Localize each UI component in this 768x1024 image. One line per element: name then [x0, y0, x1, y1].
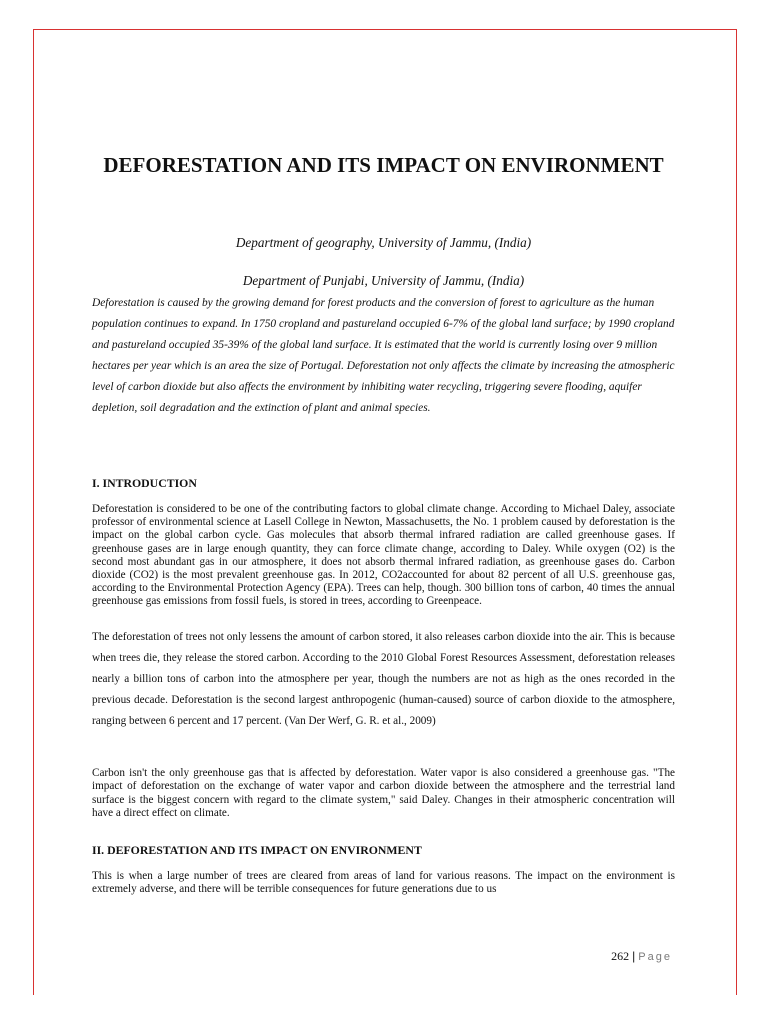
paragraph: The deforestation of trees not only lessens the amount of carbon stored, it also releases carbon dioxide into the air. This is because when trees die, they release the stored carbon. According to the 2010 Global Forest Resources Assessment, deforestation releases nearly a billion tons of carbon into the atmosphere per year, though the numbers are not as high as the ones recorded in the previous decade. Deforestation is the second largest anthropogenic (human-caused) source of carbon dioxide to the atmosphere, ranging between 6 percent and 17 percent. (Van Der Werf, G. R. et al., 2009)	[92, 631, 675, 727]
abstract: Deforestation is caused by the growing demand for forest products and the conversion of forest to agriculture as the human population continues to expand. In 1750 cropland and pastureland occupied 6-7% of the global land surface; by 1990 cropland and pastureland occupied 35-39% of the global land surface. It is estimated that the world is currently losing over 9 million hectares per year which is an area the size of Portugal. Deforestation not only affects the climate by increasing the atmospheric level of carbon dioxide but also affects the environment by inhibiting water recycling, triggering severe flooding, aquifer depletion, soil degradation and the extinction of plant and animal species.	[92, 297, 675, 414]
paragraph: Deforestation is considered to be one of the contributing factors to global climate change. According to Michael Daley, associate professor of environmental science at Lasell College in Newton, Massachusetts, the No. 1 problem caused by deforestation is the impact on the global carbon cycle. Gas molecules that absorb thermal infrared radiation are called greenhouse gases. If greenhouse gases are in large enough quantity, they can force climate change, according to Daley. While oxygen (O2) is the second most abundant gas in our atmosphere, it does not absorb thermal infrared radiation, as greenhouse gases do. Carbon dioxide (CO2) is the most prevalent greenhouse gas. In 2012, CO2accounted for about 82 percent of all U.S. greenhouse gas, according to the Environmental Protection Agency (EPA). Trees can help, though. 300 billion tons of carbon, 40 times the annual greenhouse gas emissions from fossil fuels, is stored in trees, according to Greenpeace.	[92, 503, 675, 608]
page-label: Page	[638, 951, 672, 963]
page-number: 262	[611, 949, 630, 963]
section-heading-introduction: I. INTRODUCTION	[92, 476, 197, 490]
page-frame-top-border	[33, 29, 737, 30]
paper-title: DEFORESTATION AND ITS IMPACT ON ENVIRONMENT	[103, 153, 664, 177]
paragraph: Carbon isn't the only greenhouse gas that is affected by deforestation. Water vapor is also considered a greenhouse gas. "The impact of deforestation on the exchange of water vapor and carbon dioxide between the atmosphere and the terrestrial land surface is the biggest concern with regard to the climate system," said Daley. Changes in their atmospheric concentration will have a direct effect on climate.	[92, 767, 675, 820]
page-frame-right-border	[736, 29, 737, 995]
page-frame-left-border	[33, 29, 34, 995]
footer-separator: |	[632, 949, 636, 963]
affiliation-1: Department of geography, University of Jammu, (India)	[235, 235, 532, 250]
paragraph: This is when a large number of trees are cleared from areas of land for various reasons. The impact on the environment is extremely adverse, and there will be terrible consequences for future generations due to us	[92, 870, 675, 896]
affiliation-2: Department of Punjabi, University of Jammu, (India)	[242, 273, 525, 288]
section-heading-deforestation-impact: II. DEFORESTATION AND ITS IMPACT ON ENVIRONMENT	[92, 843, 422, 857]
page-footer	[560, 948, 672, 965]
